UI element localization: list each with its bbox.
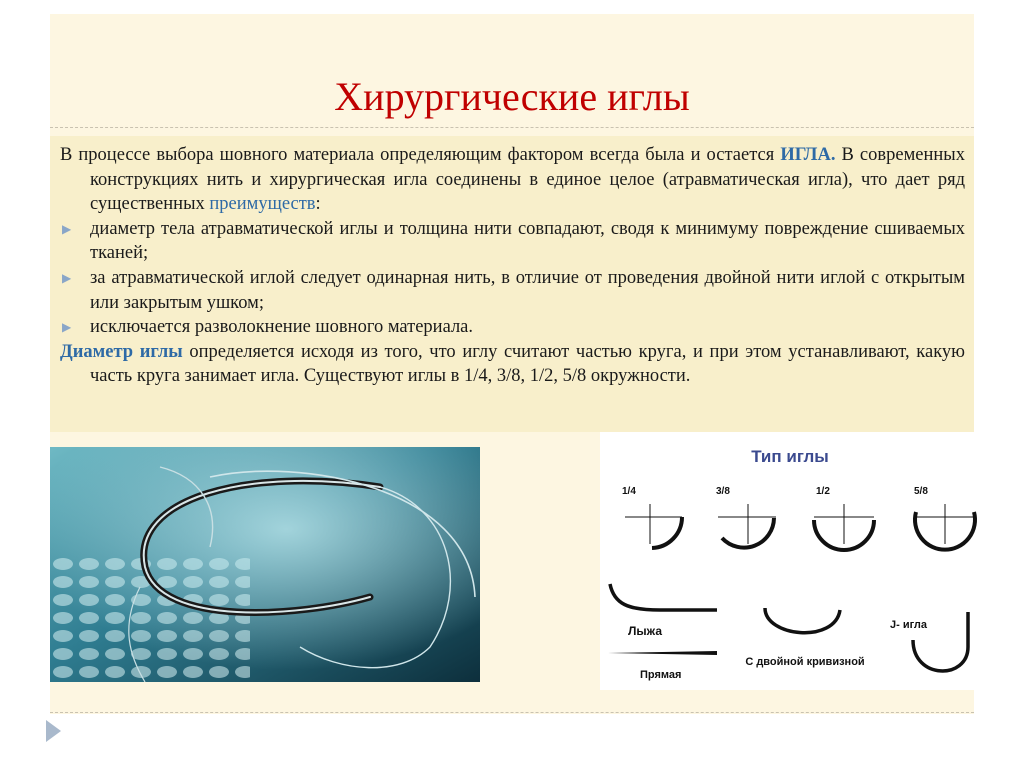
triangle-bullet-icon: ▶ bbox=[62, 270, 72, 285]
ski-label: Лыжа bbox=[628, 624, 662, 638]
list-item bbox=[60, 217, 965, 266]
straight-needle-shape bbox=[608, 651, 717, 655]
needle-photo bbox=[50, 447, 480, 682]
double-curve-label: С двойной кривизной bbox=[745, 656, 865, 668]
straight-label: Прямая bbox=[640, 669, 682, 681]
ski-needle-shape bbox=[610, 584, 717, 610]
advantages-highlight: преимуществ bbox=[209, 194, 316, 215]
list-item bbox=[60, 315, 965, 340]
needle-five-eighths-shape bbox=[915, 504, 975, 550]
bullet-text: за атравматической иглой следует одинарная нить, в отличие от проведения двойной нити иглой с открытым или закрытым ушком; bbox=[90, 267, 965, 313]
triangle-nav-icon[interactable] bbox=[46, 720, 61, 742]
needle-type-diagram bbox=[600, 432, 987, 690]
bottom-divider bbox=[50, 712, 974, 713]
j-needle-label: J- игла bbox=[890, 619, 928, 631]
diagram-title: Тип иглы bbox=[751, 447, 829, 466]
fraction-label: 5/8 bbox=[914, 486, 928, 497]
slide-title: Хирургические иглы bbox=[334, 74, 690, 119]
body-text bbox=[60, 143, 965, 389]
list-item bbox=[60, 266, 965, 315]
intro-line1: В процессе выбора шовного материала определяющим фактором всегда была и остается bbox=[60, 145, 775, 165]
needle-quarter-shape bbox=[625, 504, 682, 548]
intro-paragraph bbox=[60, 143, 965, 217]
bullet-text: диаметр тела атравматической иглы и толщина нити совпадают, сводя к минимуму повреждение сшиваемых тканей; bbox=[90, 218, 965, 264]
bullet-text: исключается разволокнение шовного материала. bbox=[90, 317, 474, 338]
diameter-paragraph bbox=[60, 340, 965, 389]
triangle-bullet-icon: ▶ bbox=[62, 221, 72, 236]
needle-three-eighths-shape bbox=[718, 504, 776, 548]
diameter-text: определяется исходя из того, что иглу считают частью круга, и при этом устанавливают, какую часть круга занимает игла. Существуют иглы в 1/4, 3/8, 1/2, 5/8 окружности. bbox=[90, 341, 965, 387]
needle-highlight: ИГЛА. bbox=[780, 145, 836, 165]
intro-rest: В современных конструкциях нить и хирургическая игла соединены в единое целое (атравматическая игла), что дает ряд существенных bbox=[90, 145, 965, 215]
intro-tail: : bbox=[315, 194, 321, 215]
triangle-bullet-icon: ▶ bbox=[62, 320, 72, 335]
fraction-label: 1/4 bbox=[622, 486, 636, 497]
top-divider bbox=[50, 127, 974, 128]
needle-photo-graphic bbox=[50, 447, 480, 682]
needle-type-graphic bbox=[600, 432, 987, 690]
fraction-label: 1/2 bbox=[816, 486, 830, 497]
fraction-label: 3/8 bbox=[716, 486, 730, 497]
double-curve-needle-shape bbox=[765, 608, 840, 633]
needle-half-shape bbox=[814, 504, 874, 550]
diameter-term: Диаметр иглы bbox=[60, 341, 183, 362]
